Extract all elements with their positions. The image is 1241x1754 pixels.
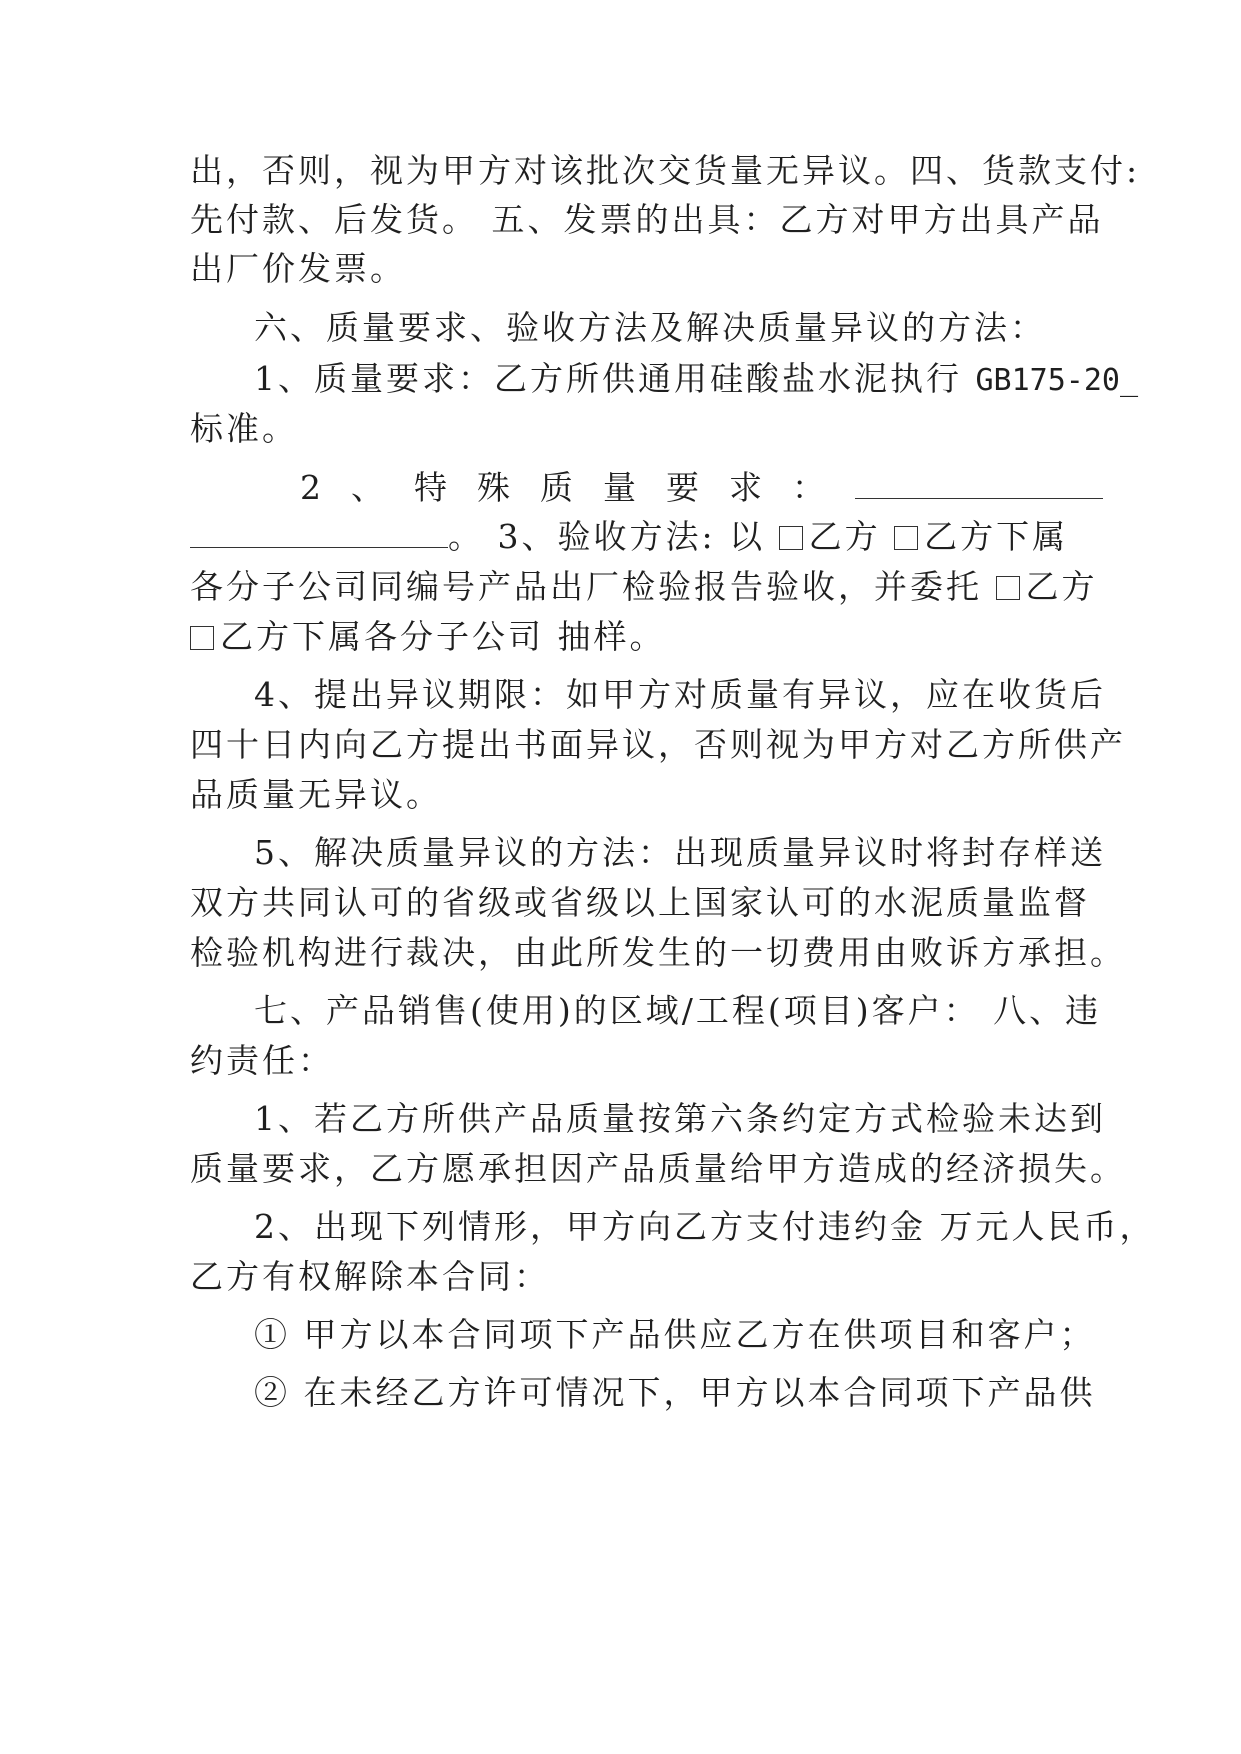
entrust-text: 各分子公司同编号产品出厂检验报告验收，并委托: [190, 567, 996, 606]
dispute-method-line: 5、解决质量异议的方法：出现质量异议时将封存样送: [254, 833, 1106, 872]
special-quality-char: 求: [729, 468, 762, 507]
liability-item-1: 1、若乙方所供产品质量按第六条约定方式检验未达到: [254, 1099, 1106, 1138]
special-quality-char: 2: [300, 468, 321, 507]
objection-period-line: 4、提出异议期限：如甲方对质量有异议，应在收货后: [254, 675, 1106, 714]
special-quality-char: 殊: [477, 468, 510, 507]
special-quality-char: 量: [603, 468, 636, 507]
circumstance-item-1: ① 甲方以本合同项下产品供应乙方在供项目和客户；: [254, 1315, 1096, 1354]
checkbox-sampling-yifang[interactable]: [996, 576, 1020, 600]
text-line-20: 质量要求，乙方愿承担因产品质量给甲方造成的经济损失。: [190, 1149, 1126, 1188]
checkbox-sampling-yifang-label: 乙方: [1025, 567, 1098, 606]
special-quality-line: [300, 465, 1070, 511]
special-quality-char: 质: [540, 468, 573, 507]
acceptance-method-text: 。 3、验收方法: 以: [448, 517, 779, 556]
special-quality-char: 特: [414, 468, 447, 507]
acceptance-method-line: [190, 514, 1070, 560]
sampling-line: [190, 614, 1070, 660]
text-line-3: 出厂价发票。: [190, 249, 406, 288]
quality-requirement-line: [254, 356, 1139, 402]
text-line-1: 出，否则，视为甲方对该批次交货量无异议。四、货款支付:: [190, 151, 1141, 190]
checkbox-sampling-subsidiary[interactable]: [190, 626, 214, 650]
text-line-12: 四十日内向乙方提出书面异议，否则视为甲方对乙方所供产: [190, 725, 1126, 764]
quality-requirement-text: 1、质量要求：乙方所供通用硅酸盐水泥执行: [254, 359, 976, 398]
text-line-standard: 标准。: [190, 409, 298, 448]
special-quality-char: 要: [666, 468, 699, 507]
checkbox-yifang-subsidiary-label: 乙方下属: [924, 517, 1069, 556]
checkbox-yifang-label: 乙方: [808, 517, 895, 556]
entrust-line: [190, 564, 1098, 610]
text-line-2: 先付款、后发货。 五、发票的出具：乙方对甲方出具产品: [190, 200, 1104, 239]
section-seven-line: 七、产品销售(使用)的区域/工程(项目)客户： 八、违: [254, 991, 1102, 1030]
circumstance-item-2: ② 在未经乙方许可情况下，甲方以本合同项下产品供: [254, 1373, 1096, 1412]
special-quality-char: ：: [792, 468, 825, 507]
special-quality-blank-continued[interactable]: [190, 517, 448, 548]
special-quality-char: 、: [351, 468, 384, 507]
text-line-22: 乙方有权解除本合同：: [190, 1257, 550, 1296]
liability-item-2: 2、出现下列情形，甲方向乙方支付违约金 万元人民币，: [254, 1207, 1156, 1246]
checkbox-sampling-subsidiary-label: 乙方下属各分子公司 抽样。: [220, 617, 666, 656]
text-line-13: 品质量无异议。: [190, 775, 442, 814]
text-line-15: 双方共同认可的省级或省级以上国家认可的水泥质量监督: [190, 883, 1090, 922]
section-six-heading: 六、质量要求、验收方法及解决质量异议的方法：: [254, 308, 1046, 347]
special-quality-blank[interactable]: [855, 468, 1103, 499]
text-line-18: 约责任：: [190, 1041, 334, 1080]
text-line-16: 检验机构进行裁决，由此所发生的一切费用由败诉方承担。: [190, 933, 1126, 972]
checkbox-yifang[interactable]: [779, 526, 803, 550]
standard-code: GB175-20_: [975, 363, 1139, 398]
checkbox-yifang-subsidiary[interactable]: [894, 526, 918, 550]
